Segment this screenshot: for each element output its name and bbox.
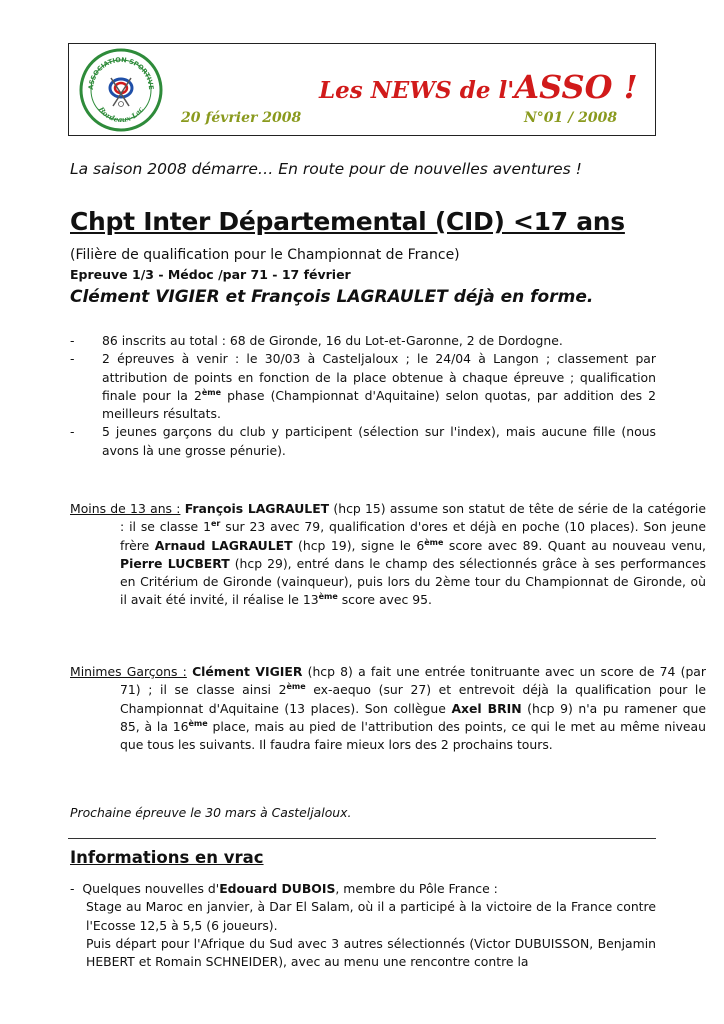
- category-label: Moins de 13 ans :: [70, 501, 181, 516]
- season-intro: La saison 2008 démarre… En route pour de nouvelles aventures !: [70, 160, 582, 178]
- cid-bullet-list: [70, 332, 656, 460]
- section-subtitle: (Filière de qualification pour le Championnat de France): [70, 247, 460, 263]
- list-item: - 5 jeunes garçons du club y participent (sélection sur l'index), mais aucune fille (nous avons là une grosse pénurie).: [70, 424, 656, 458]
- newsletter-header: [68, 43, 656, 136]
- info-paragraph: Puis départ pour l'Afrique du Sud avec 3 autres sélectionnés (Victor DUBUISSON, Benjamin HEBERT et Romain SCHNEIDER), avec au menu une rencontre contre la: [86, 935, 656, 970]
- svg-text:Bordeaux-Lac: [96, 104, 146, 124]
- issue-number: N°01 / 2008: [524, 110, 618, 126]
- section-heading-infos: Informations en vrac: [70, 848, 264, 867]
- infos-block: [70, 880, 656, 971]
- issue-date: 20 février 2008: [181, 110, 302, 126]
- section-divider: [68, 838, 656, 839]
- section-heading-cid: Chpt Inter Départemental (CID) <17 ans: [70, 207, 625, 236]
- newsletter-title: Les NEWS de l'ASSO !: [319, 68, 638, 106]
- logo-text-bottom: Bordeaux-Lac: [96, 104, 146, 125]
- event-line: Epreuve 1/3 - Médoc /par 71 - 17 février: [70, 267, 351, 282]
- category-label: Minimes Garçons :: [70, 664, 187, 679]
- next-event-note: Prochaine épreuve le 30 mars à Casteljaloux.: [70, 805, 352, 820]
- paragraph-moins-13: Moins de 13 ans : François LAGRAULET (hcp 15) assume son statut de tête de série de la catégorie : il se classe 1er sur 23 avec 79, qualification d'ores et déjà en poche (10 places). Son jeune frère Arnaud LAGRAULET (hcp 19), signe le 6ème score avec 89. Quant au nouveau venu, Pierre LUCBERT (hcp 29), entré dans le champ des sélectionnés grâce à ses performances en Critérium de Gironde (vainqueur), puis lors du 2ème tour du Championnat de Gironde, où il avait été invité, il réalise le 13ème score avec 95.: [70, 501, 707, 608]
- club-logo: [79, 48, 163, 132]
- list-item: - Quelques nouvelles d'Edouard DUBOIS, membre du Pôle France :: [70, 881, 498, 896]
- section-tagline: Clément VIGIER et François LAGRAULET déjà en forme.: [70, 287, 594, 307]
- list-item: - 2 épreuves à venir : le 30/03 à Casteljaloux ; le 24/04 à Langon ; classement par attribution de points en fonction de la place obtenue à chaque épreuve ; qualification finale pour la 2ème phase (Championnat d'Aquitaine) selon quotas, par addition des 2 meilleurs résultats.: [70, 351, 656, 422]
- paragraph-minimes: Minimes Garçons : Clément VIGIER (hcp 8) a fait une entrée tonitruante avec un score de 74 (par 71) ; il se classe ainsi 2ème ex-aequo (sur 27) et entrevoit déjà la qualification pour le Championnat d'Aquitaine (13 places). Son collègue Axel BRIN (hcp 9) n'a pu ramener que 85, à la 16ème place, mais au pied de l'attribution des points, ce qui le met au même niveau que tous les suivants. Il faudra faire mieux lors des 2 prochains tours.: [70, 664, 706, 753]
- svg-text:ASSOCIATION SPORTIVE: [87, 56, 155, 90]
- list-item: - 86 inscrits au total : 68 de Gironde, 16 du Lot-et-Garonne, 2 de Dordogne.: [70, 333, 563, 348]
- info-paragraph: Stage au Maroc en janvier, à Dar El Salam, où il a participé à la victoire de la France contre l'Ecosse 12,5 à 5,5 (6 joueurs).: [86, 899, 656, 933]
- logo-text-top: ASSOCIATION SPORTIVE: [86, 55, 156, 91]
